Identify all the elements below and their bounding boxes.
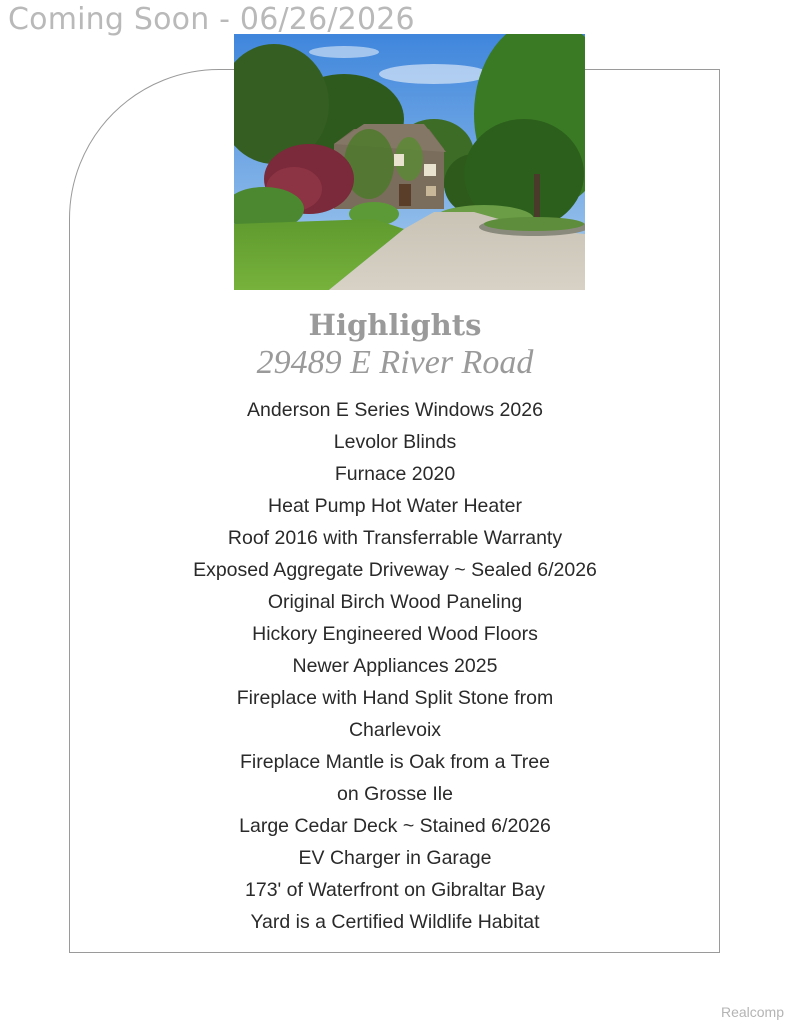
list-item: 173' of Waterfront on Gibraltar Bay [245, 879, 545, 901]
list-item: Anderson E Series Windows 2026 [247, 399, 543, 421]
list-item: Fireplace with Hand Split Stone from [236, 687, 554, 709]
list-item: Newer Appliances 2025 [292, 655, 498, 677]
house-photo-icon [234, 34, 585, 290]
property-address: 29489 E River Road [256, 344, 534, 381]
list-item: Levolor Blinds [333, 431, 457, 453]
highlights-list [0, 394, 790, 938]
list-item: Furnace 2020 [334, 463, 456, 485]
realcomp-watermark: Realcomp [720, 1004, 784, 1020]
highlights-heading: Highlights [308, 308, 482, 342]
list-item: Fireplace Mantle is Oak from a Tree [240, 751, 550, 773]
list-item: Yard is a Certified Wildlife Habitat [250, 911, 540, 933]
list-item: Original Birch Wood Paneling [267, 591, 523, 613]
coming-soon-watermark: Coming Soon - 06/26/2026 [8, 2, 415, 37]
list-item: Hickory Engineered Wood Floors [252, 623, 538, 645]
list-item: Exposed Aggregate Driveway ~ Sealed 6/2026 [193, 559, 597, 581]
list-item: EV Charger in Garage [298, 847, 492, 869]
house-photo [234, 34, 585, 290]
list-item: on Grosse Ile [337, 783, 453, 805]
list-item: Large Cedar Deck ~ Stained 6/2026 [239, 815, 551, 837]
list-item: Heat Pump Hot Water Heater [268, 495, 522, 517]
list-item: Charlevoix [348, 719, 442, 741]
list-item: Roof 2016 with Transferrable Warranty [227, 527, 563, 549]
